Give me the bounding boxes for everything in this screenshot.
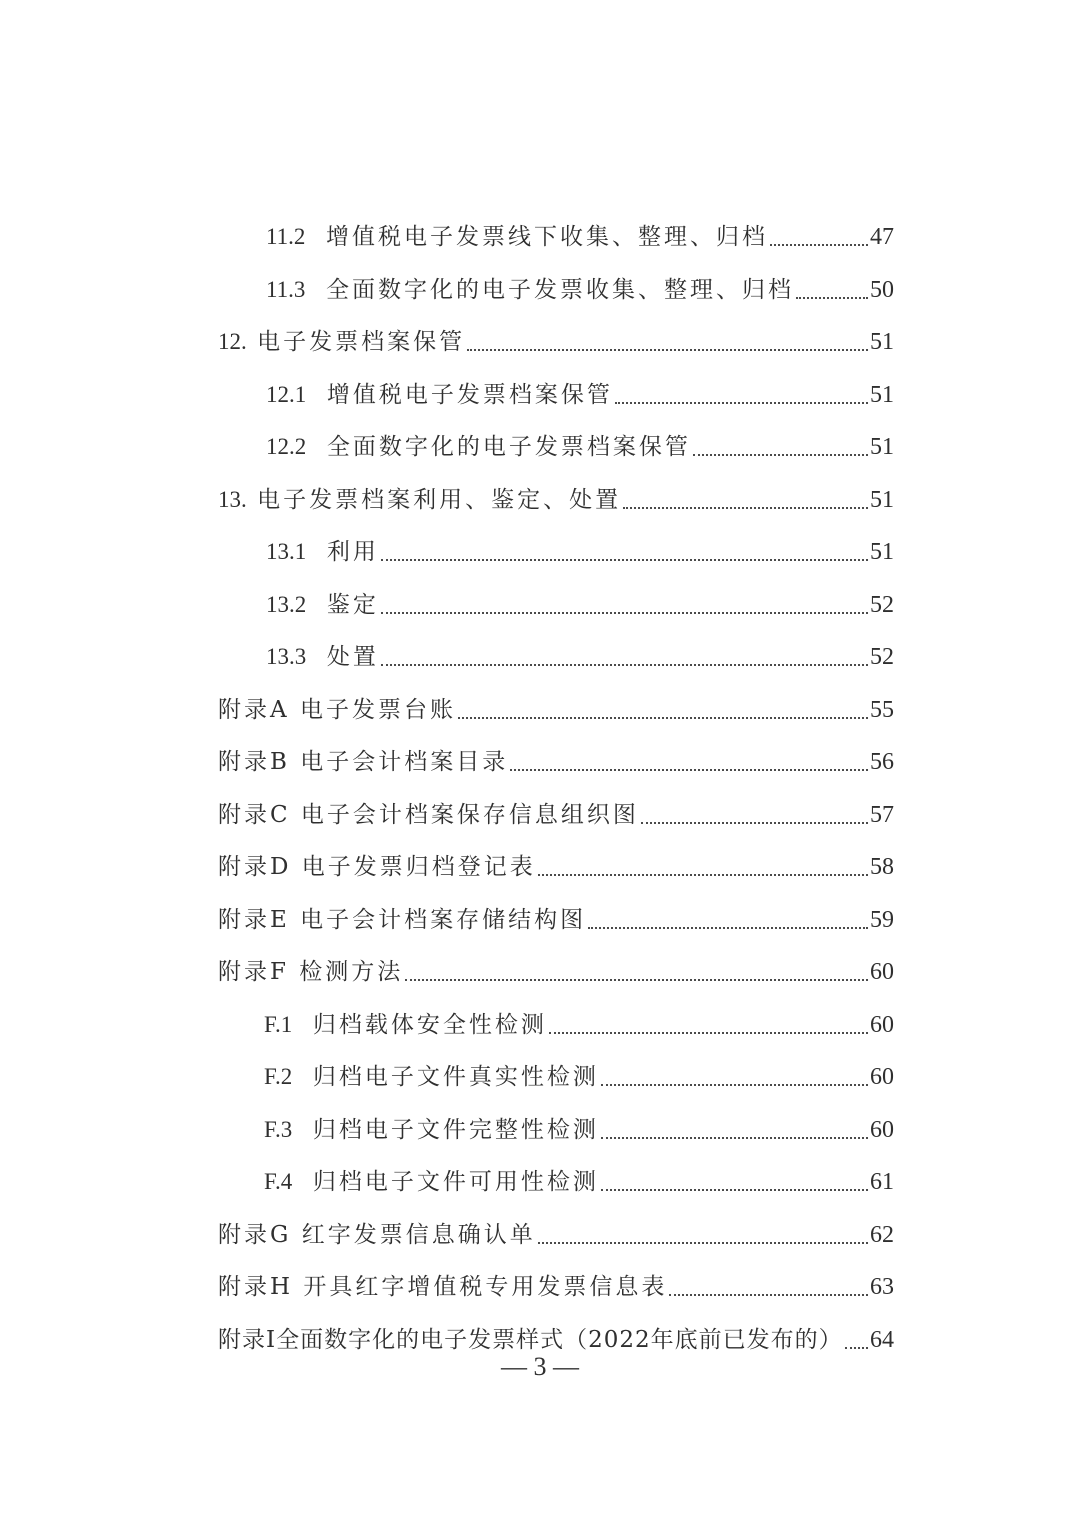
toc-entry[interactable] [218, 838, 894, 882]
dot-leader [381, 664, 868, 666]
toc-entry[interactable] [218, 733, 894, 777]
toc-entry-page: 51 [870, 329, 894, 355]
toc-entry-number: 附录F [218, 959, 289, 985]
toc-entry-number: 附录H [218, 1274, 294, 1300]
toc-entry-page: 52 [870, 592, 894, 618]
toc-entry-title: 电子会计档案存储结构图 [300, 907, 587, 933]
dot-leader [601, 1189, 868, 1191]
toc-entry-page: 52 [870, 644, 894, 670]
dot-leader [669, 1294, 868, 1296]
toc-entry-page: 60 [870, 1117, 894, 1143]
toc-entry-title: 利用 [326, 539, 379, 565]
dot-leader [641, 822, 868, 824]
toc-entry[interactable] [266, 366, 894, 410]
toc-entry-number: F.4 [264, 1169, 293, 1194]
toc-entry-page: 63 [870, 1274, 894, 1300]
toc-entry[interactable] [218, 891, 894, 935]
toc-entry-page: 62 [870, 1222, 894, 1248]
toc-entry[interactable] [218, 471, 894, 515]
toc-entry-number: 附录B [218, 749, 290, 775]
toc-entry-title: 归档电子文件可用性检测 [312, 1169, 599, 1195]
toc-entry-page: 55 [870, 697, 894, 723]
toc-entry-page: 50 [870, 277, 894, 303]
toc-entry-title: 全面数字化的电子发票收集、整理、归档 [326, 277, 795, 303]
toc-entry-page: 59 [870, 907, 894, 933]
toc-entry-page: 61 [870, 1169, 894, 1195]
dot-leader [549, 1032, 868, 1034]
toc-entry-number: F.3 [264, 1117, 293, 1142]
toc-entry-number: 11.2 [266, 224, 306, 249]
toc-entry-title: 增值税电子发票档案保管 [326, 382, 613, 408]
toc-entry-page: 60 [870, 959, 894, 985]
dot-leader [615, 402, 868, 404]
toc-entry-title: 增值税电子发票线下收集、整理、归档 [326, 224, 769, 250]
dot-leader [467, 349, 868, 351]
toc-entry-title: 鉴定 [326, 592, 379, 618]
toc-entry-page: 51 [870, 487, 894, 513]
toc-entry-page: 60 [870, 1064, 894, 1090]
dot-leader [538, 874, 868, 876]
toc-entry-number: 附录E [218, 907, 290, 933]
toc-entry[interactable] [266, 628, 894, 672]
toc-entry-title: 电子会计档案保存信息组织图 [300, 802, 639, 828]
toc-entry-title: 全面数字化的电子发票档案保管 [326, 434, 691, 460]
dot-leader [510, 769, 868, 771]
toc-entry-number: 附录D [218, 854, 292, 880]
dot-leader [458, 717, 868, 719]
toc-entry-title: 电子发票归档登记表 [301, 854, 536, 880]
dot-leader [693, 454, 868, 456]
toc-entry-title: 归档电子文件真实性检测 [312, 1064, 599, 1090]
toc-entry-number: 11.3 [266, 277, 306, 302]
toc-entry-page: 51 [870, 434, 894, 460]
toc-entry-title: 开具红字增值税专用发票信息表 [303, 1274, 668, 1300]
toc-entry-page: 64 [870, 1327, 894, 1353]
dot-leader [588, 927, 868, 929]
toc-entry[interactable] [218, 681, 894, 725]
toc-entry[interactable] [266, 576, 894, 620]
toc-entry[interactable] [266, 523, 894, 567]
toc-entry-number: 附录G [218, 1222, 292, 1248]
toc-entry[interactable] [264, 996, 894, 1040]
dot-leader [623, 507, 868, 509]
toc-entry-number: 13.2 [266, 592, 307, 617]
toc-entry-number: 13. [218, 487, 247, 512]
dot-leader [538, 1242, 868, 1244]
toc-entry[interactable] [218, 1311, 894, 1355]
toc-entry-title: 电子会计档案目录 [300, 749, 509, 775]
toc-entry-title: 电子发票档案保管 [257, 329, 466, 355]
toc-entry-number: F.1 [264, 1012, 293, 1037]
dot-leader [381, 559, 868, 561]
toc-entry-title: 红字发票信息确认单 [301, 1222, 536, 1248]
toc-entry[interactable] [218, 943, 894, 987]
toc-entry-page: 56 [870, 749, 894, 775]
toc-entry[interactable] [218, 1206, 894, 1250]
toc-entry-page: 58 [870, 854, 894, 880]
toc-entry-title: 归档电子文件完整性检测 [312, 1117, 599, 1143]
toc-entry[interactable] [266, 418, 894, 462]
toc-entry[interactable] [218, 1258, 894, 1302]
dot-leader [845, 1347, 868, 1349]
dot-leader [796, 297, 868, 299]
toc-entry-number: 附录A [218, 697, 290, 723]
toc-entry-title: 电子发票台账 [299, 697, 456, 723]
toc-entry[interactable] [264, 1048, 894, 1092]
toc-entry[interactable] [266, 208, 894, 252]
toc-entry-title: 处置 [326, 644, 379, 670]
toc-entry-number: 13.1 [266, 539, 307, 564]
toc-entry-title: 检测方法 [299, 959, 404, 985]
toc-entry-title: 全面数字化的电子发票样式（2022年底前已发布的） [276, 1327, 843, 1353]
dot-leader [601, 1137, 868, 1139]
toc-entry[interactable] [264, 1101, 894, 1145]
toc-entry[interactable] [218, 313, 894, 357]
toc-entry-title: 归档载体安全性检测 [312, 1012, 547, 1038]
page-number-footer: — 3 — [501, 1352, 579, 1381]
toc-entry-number: 12. [218, 329, 247, 354]
dot-leader [405, 979, 868, 981]
toc-entry-page: 47 [870, 224, 894, 250]
toc-entry-number: 12.2 [266, 434, 307, 459]
toc-entry[interactable] [266, 261, 894, 305]
toc-entry-page: 51 [870, 382, 894, 408]
toc-entry-page: 51 [870, 539, 894, 565]
toc-entry-number: 12.1 [266, 382, 307, 407]
dot-leader [381, 612, 868, 614]
toc-entry-number: 13.3 [266, 644, 307, 669]
toc-entry-number: 附录C [218, 802, 291, 828]
toc-entry-number: 附录I [218, 1327, 277, 1353]
toc-entry-title: 电子发票档案利用、鉴定、处置 [257, 487, 622, 513]
toc-entry-number: F.2 [264, 1064, 293, 1089]
dot-leader [770, 244, 868, 246]
toc-entry-page: 57 [870, 802, 894, 828]
toc-entry[interactable] [218, 786, 894, 830]
toc-entry-page: 60 [870, 1012, 894, 1038]
toc-entry[interactable] [264, 1153, 894, 1197]
dot-leader [601, 1084, 868, 1086]
